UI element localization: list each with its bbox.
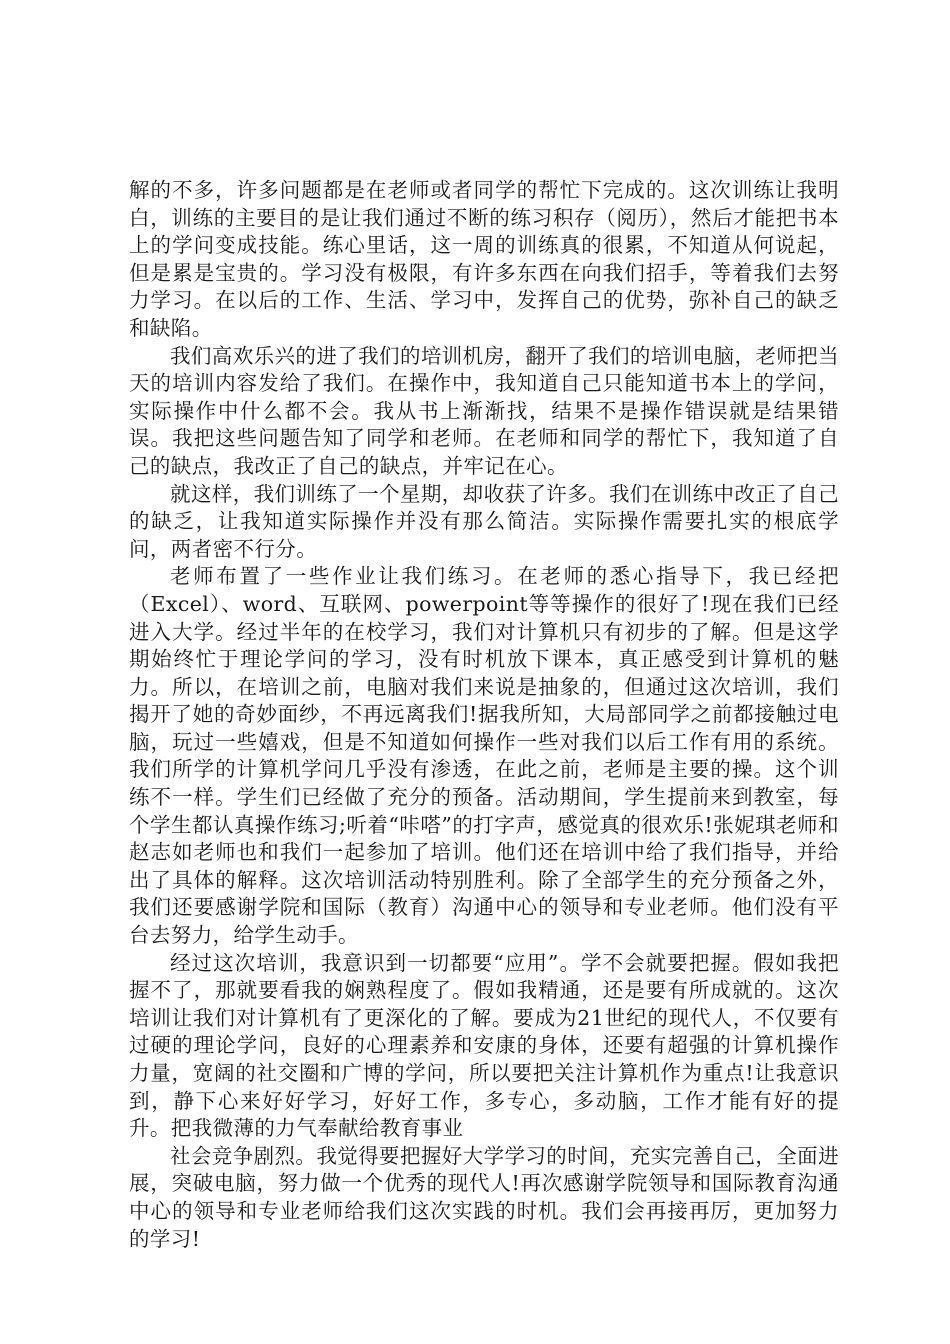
paragraph-6: 社会竞争剧烈。我觉得要把握好大学学习的时间，充实完善自己，全面进展，突破电脑，努力做一个优秀的现代人!再次感谢学院领导和国际教育沟通中心的领导和专业老师给我们这次实践的时机。我们会再接再厉，更加努力的学习!: [129, 1143, 839, 1251]
document-body: [129, 177, 839, 1253]
paragraph-2: 我们高欢乐兴的进了我们的培训机房，翻开了我们的培训电脑，老师把当天的培训内容发给了我们。在操作中，我知道自己只能知道书本上的学问，实际操作中什么都不会。我从书上渐渐找，结果不是操作错误就是结果错误。我把这些问题告知了同学和老师。在老师和同学的帮忙下，我知道了自己的缺点，我改正了自己的缺点，并牢记在心。: [129, 343, 839, 478]
paragraph-4: 老师布置了一些作业让我们练习。在老师的悉心指导下，我已经把（Excel）、word、互联网、powerpoint等等操作的很好了!现在我们已经进入大学。经过半年的在校学习，我们对计算机只有初步的了解。但是这学期始终忙于理论学问的学习，没有时机放下课本，真正感受到计算机的魅力。所以，在培训之前，电脑对我们来说是抽象的，但通过这次培训，我们揭开了她的奇妙面纱，不再远离我们!据我所知，大局部同学之前都接触过电脑，玩过一些嬉戏，但是不知道如何操作一些对我们以后工作有用的系统。我们所学的计算机学问几乎没有渗透，在此之前，老师是主要的操。这个训练不一样。学生们已经做了充分的预备。活动期间，学生提前来到教室，每个学生都认真操作练习;听着“咔嗒”的打字声，感觉真的很欢乐!张妮琪老师和赵志如老师也和我们一起参加了培训。他们还在培训中给了我们指导，并给出了具体的解释。这次培训活动特别胜利。除了全部学生的充分预备之外，我们还要感谢学院和国际（教育）沟通中心的领导和专业老师。他们没有平台去努力，给学生动手。: [129, 564, 839, 948]
paragraph-3: 就这样，我们训练了一个星期，却收获了许多。我们在训练中改正了自己的缺乏，让我知道实际操作并没有那么简洁。实际操作需要扎实的根底学问，两者密不行分。: [129, 481, 839, 561]
paragraph-1: 解的不多，许多问题都是在老师或者同学的帮忙下完成的。这次训练让我明白，训练的主要目的是让我们通过不断的练习积存（阅历），然后才能把书本上的学问变成技能。练心里话，这一周的训练真的很累，不知道从何说起，但是累是宝贵的。学习没有极限，有许多东西在向我们招手，等着我们去努力学习。在以后的工作、生活、学习中，发挥自己的优势，弥补自己的缺乏和缺陷。: [129, 178, 839, 340]
paragraph-5: 经过这次培训，我意识到一切都要“应用”。学不会就要把握。假如我把握不了，那就要看我的娴熟程度了。假如我精通，还是要有所成就的。这次培训让我们对计算机有了更深化的了解。要成为21世纪的现代人，不仅要有过硬的理论学问，良好的心理素养和安康的身体，还要有超强的计算机操作力量，宽阔的社交圈和广博的学问，所以要把关注计算机作为重点!让我意识到，静下心来好好学习，好好工作，多专心，多动脑，工作才能有好的提升。把我微薄的力气奉献给教育事业: [129, 950, 839, 1141]
